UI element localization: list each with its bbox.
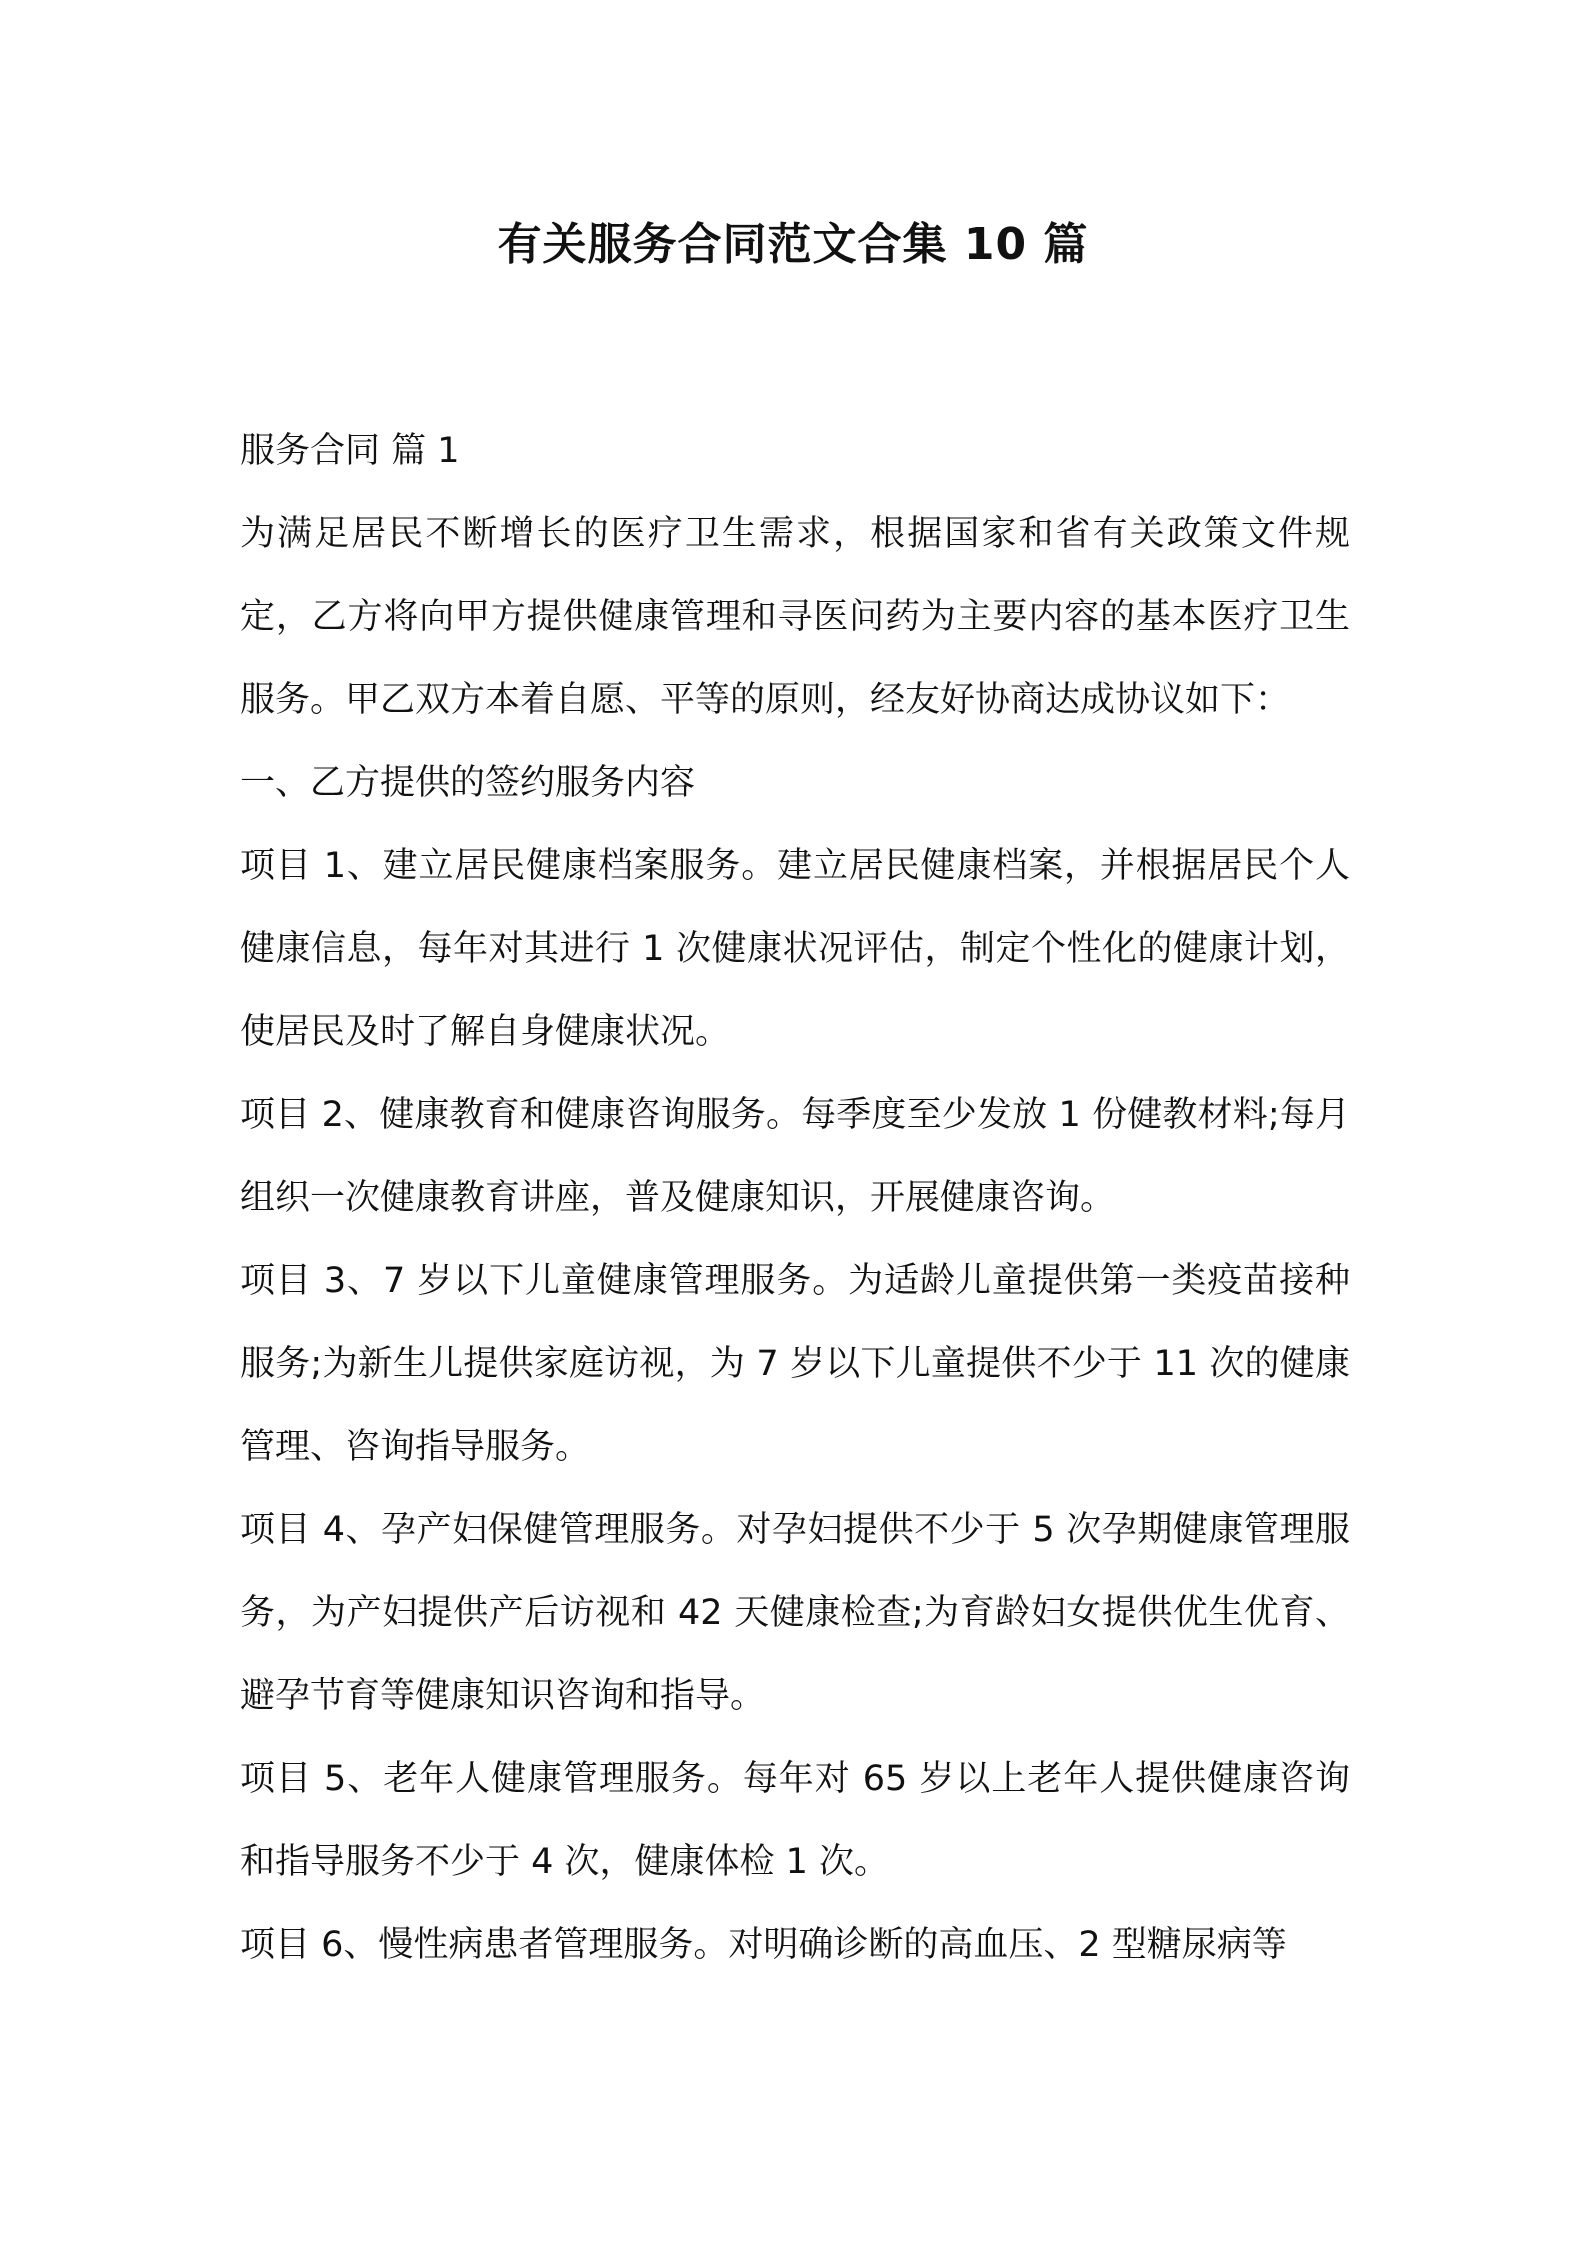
intro-paragraph: 为满足居民不断增长的医疗卫生需求，根据国家和省有关政策文件规定，乙方将向甲方提供健康管理和寻医问药为主要内容的基本医疗卫生服务。甲乙双方本着自愿、平等的原则，经友好协商达成协议如下： bbox=[240, 514, 1350, 720]
section-heading: 服务合同 篇 1 bbox=[240, 431, 460, 471]
item-paragraph-2: 项目 2、健康教育和健康咨询服务。每季度至少发放 1 份健教材料;每月组织一次健康教育讲座，普及健康知识，开展健康咨询。 bbox=[240, 1095, 1350, 1218]
item-paragraph-6: 项目 6、慢性病患者管理服务。对明确诊断的高血压、2 型糖尿病等 bbox=[240, 1925, 1287, 1965]
item-paragraph-3: 项目 3、7 岁以下儿童健康管理服务。为适龄儿童提供第一类疫苗接种服务;为新生儿提供家庭访视，为 7 岁以下儿童提供不少于 11 次的健康管理、咨询指导服务。 bbox=[240, 1261, 1350, 1467]
document-title: 有关服务合同范文合集 10 篇 bbox=[497, 219, 1089, 270]
clause-heading: 一、乙方提供的签约服务内容 bbox=[240, 763, 696, 803]
document-body bbox=[240, 410, 1350, 1987]
item-paragraph-1: 项目 1、建立居民健康档案服务。建立居民健康档案，并根据居民个人健康信息，每年对其进行 1 次健康状况评估，制定个性化的健康计划，使居民及时了解自身健康状况。 bbox=[240, 846, 1350, 1052]
item-paragraph-4: 项目 4、孕产妇保健管理服务。对孕妇提供不少于 5 次孕期健康管理服务，为产妇提供产后访视和 42 天健康检查;为育龄妇女提供优生优育、避孕节育等健康知识咨询和指导。 bbox=[240, 1510, 1350, 1716]
item-paragraph-5: 项目 5、老年人健康管理服务。每年对 65 岁以上老年人提供健康咨询和指导服务不少于 4 次，健康体检 1 次。 bbox=[240, 1759, 1350, 1882]
